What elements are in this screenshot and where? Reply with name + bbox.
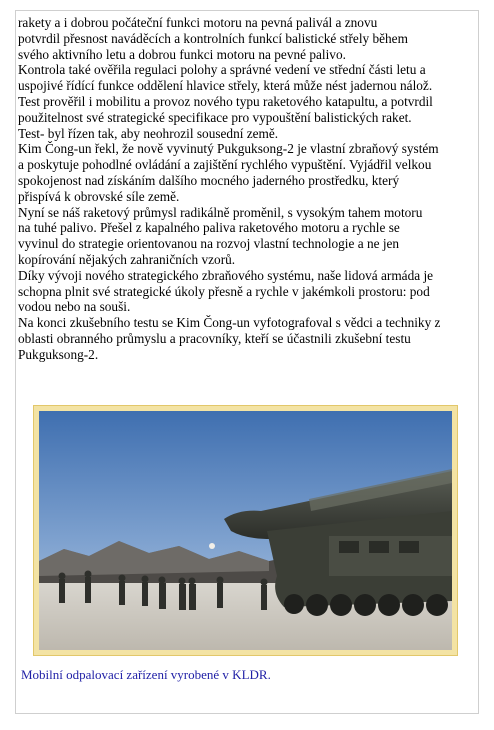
article-line: vyvinul do strategie orientovanou na rozvoj vlastní technologie a ne jen (18, 236, 400, 252)
article-line: Test- byl řízen tak, aby neohrozil sousední země. (18, 125, 279, 141)
article-line: a poskytuje pohodlné ovládání a zajištění rychlého vypuštění. Vyjádřil velkou (18, 157, 432, 173)
figure-frame (33, 405, 458, 656)
article-line: spokojenost nad získáním dalšího mocného jaderného prostředku, který (18, 172, 400, 188)
article-line: Kim Čong-un řekl, že nově vyvinutý Pukguksong-2 je vlastní zbraňový systém (18, 141, 439, 157)
article-line: Nyní se náš raketový průmysl radikálně proměnil, s vysokým tahem motoru (18, 204, 423, 220)
article-text (18, 15, 479, 363)
article-line: Kontrola také ověřila regulaci polohy a správné vedení ve střední části letu a (18, 62, 426, 78)
article-line: použitelnost své strategické specifikace pro vypouštění balistických raket. (18, 109, 412, 125)
article-line: potvrdil přesnost naváděcích a kontrolních funkcí balistické střely během (18, 30, 408, 46)
article-line: svého aktivního letu a dobrou funkci motoru na pevné palivo. (18, 46, 346, 62)
article-line: Díky vývoji nového strategického zbraňového systému, naše lidová armáda je (18, 267, 434, 283)
article-line: oblasti obranného průmyslu a pracovníky, kteří se účastnili zkušební testu (18, 330, 411, 346)
document-page (15, 10, 479, 714)
article-line: vodou nebo na souši. (18, 299, 131, 315)
article-line: na tuhé palivo. Přešel z kapalného paliva raketového motoru a rychle se (18, 220, 400, 236)
article-line: schopna plnit své strategické úkoly přesně a rychle v jakémkoli prostoru: pod (18, 283, 430, 299)
article-line: uspojivé řídící funkce oddělení hlavice střely, která může nést jadernou nálož. (18, 78, 433, 94)
article-line: rakety a i dobrou počáteční funkci motoru na pevná palivál a znovu (18, 15, 378, 30)
article-line: Na konci zkušebního testu se Kim Čong-un vyfotografoval s vědci a techniky z (18, 315, 441, 331)
article-line: kopírování nějakých zahraničních vzorů. (18, 251, 236, 267)
missile-launcher-photo (39, 411, 452, 650)
figure-caption: Mobilní odpalovací zařízení vyrobené v KLDR. (21, 667, 271, 682)
article-line: Test prověřil i mobilitu a provoz nového typu raketového katapultu, a potvrdil (18, 93, 433, 109)
article-line: přispívá k obrovské síle země. (18, 188, 180, 204)
article-line: Pukguksong-2. (18, 346, 99, 362)
